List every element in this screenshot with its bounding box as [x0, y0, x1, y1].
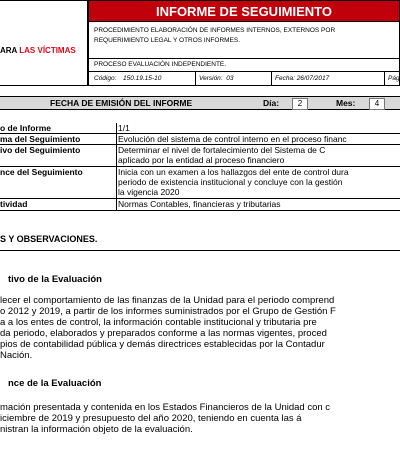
info-value-line: Normas Contables, financieras y tributarias [118, 199, 281, 209]
info-row [0, 199, 400, 211]
info-row [0, 145, 400, 167]
info-value [118, 134, 347, 144]
column-divider [116, 134, 117, 144]
document-title: INFORME DE SEGUIMIENTO [88, 0, 400, 22]
info-value-line: Determinar el nivel de fortalecimiento del Sistema de C [118, 145, 326, 155]
info-value-line: 1/1 [118, 123, 130, 133]
month-value: 4 [369, 98, 385, 110]
process-name: PROCESO EVALUACIÓN INDEPENDIENTE. [88, 59, 400, 72]
paragraph-line: lecer el comportamiento de las finanzas de la Unidad para el periodo comprend [0, 295, 335, 306]
day-label: Día: [263, 98, 280, 108]
paragraph-line: o 2012 y 2019, a partir de los informes suministrados por el Grupo de Gestión F [0, 306, 336, 317]
info-value-line: Inicia con un examen a los hallazgos del ente de control dura [118, 167, 349, 177]
info-row [0, 167, 400, 199]
issue-date-row [0, 96, 400, 110]
logo [0, 46, 76, 55]
info-label: ma del Seguimiento [0, 134, 81, 144]
code-value: 150.19.15-10 [123, 75, 162, 82]
info-label: tividad [0, 199, 28, 209]
version-cell [195, 72, 269, 85]
logo-text-accent: LAS VÍCTIMAS [19, 46, 76, 55]
page-cell [384, 72, 400, 85]
page-label: Pág [388, 75, 400, 82]
paragraph-line: mación presentada y contenida en los Estados Financieros de la Unidad con c [0, 402, 331, 413]
paragraph-line: a a los entes de control, la información contable institucional y tributaria pre [0, 317, 317, 328]
month-label: Mes: [336, 98, 356, 108]
info-label: ivo del Seguimiento [0, 145, 81, 155]
observations-heading: S Y OBSERVACIONES. [0, 234, 98, 244]
procedure-line-1: PROCEDIMIENTO ELABORACIÓN DE INFORMES INTERNOS, EXTERNOS POR [94, 27, 336, 34]
scope-heading: nce de la Evaluación [8, 378, 102, 389]
procedure-name [88, 22, 400, 59]
date-label: Fecha: [275, 75, 295, 82]
objective-heading: tivo de la Evaluación [8, 274, 102, 285]
column-divider [116, 123, 117, 133]
paragraph-line: iciembre de 2019 y presupuesto del año 2020, teniendo en cuenta las á [0, 413, 302, 424]
column-divider [116, 145, 117, 166]
date-cell [271, 72, 385, 85]
info-row [0, 123, 400, 134]
version-value: 03 [226, 75, 234, 82]
document-meta [88, 72, 400, 86]
info-label: nce del Seguimiento [0, 167, 83, 177]
info-value [118, 145, 325, 165]
issue-date-label: FECHA DE EMISIÓN DEL INFORME [50, 98, 193, 108]
info-value [118, 123, 130, 133]
column-divider [116, 199, 117, 210]
paragraph-line: pios de contabilidad pública y demás directrices establecidas por la Contadur [0, 339, 325, 350]
day-value: 2 [292, 98, 308, 110]
section-divider [0, 250, 400, 251]
info-value-line: la vigencia 2020 [118, 187, 180, 197]
paragraph-line: nistran la información objeto de la evaluación. [0, 424, 193, 435]
date-value: 26/07/2017 [296, 75, 330, 82]
info-label: o de Informe [0, 123, 52, 133]
version-label: Versión: [199, 75, 223, 82]
scope-paragraph [0, 402, 330, 435]
logo-text-plain: ARA [0, 46, 20, 55]
info-value-line: Evolución del sistema de control interno en el proceso financ [118, 134, 347, 144]
info-value [118, 167, 349, 197]
code-label: Código: [94, 75, 117, 82]
procedure-line-2: REQUERIMIENTO LEGAL Y OTROS INFORMES. [94, 37, 241, 44]
paragraph-line: da periodo, elaborados y preparados conforme a las normas vigentes, proced [0, 328, 327, 339]
info-value-line: periodo de existencia institucional y concluye con la gestión [118, 177, 343, 187]
objective-paragraph [0, 295, 336, 361]
paragraph-line: Nación. [0, 350, 33, 361]
info-value [118, 199, 281, 209]
info-row [0, 134, 400, 145]
logo-cell [0, 0, 88, 86]
column-divider [116, 167, 117, 198]
info-value-line: aplicado por la entidad al proceso financiero [118, 155, 285, 165]
